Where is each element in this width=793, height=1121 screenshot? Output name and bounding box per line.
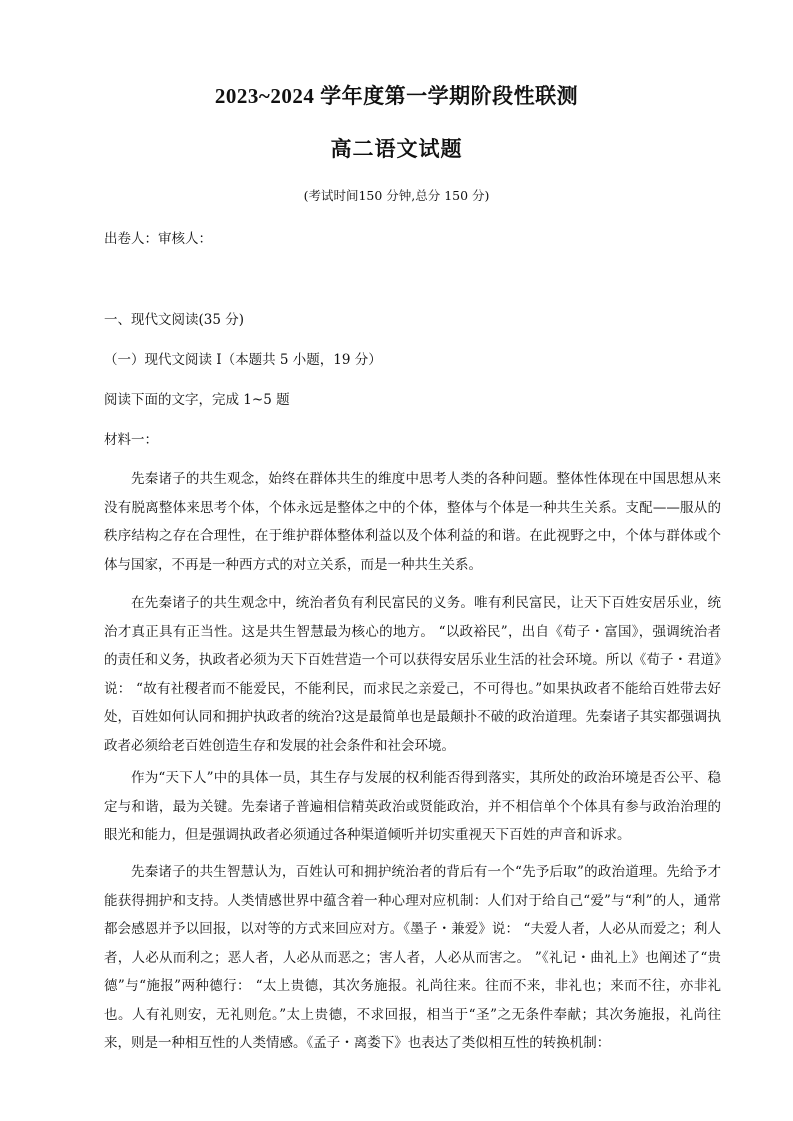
exam-time-note: (考试时间150 分钟,总分 150 分) (303, 188, 490, 203)
paragraph-text: 先秦诸子的共生观念，始终在群体共生的维度中思考人类的各种问题。整体性体现在中国思想从来没有脱离整体来思考个体，个体永远是整体之中的个体，整体与个体是一种共生关系。支配——服从的秩序结构之存在合理性，在于维护群体整体利益以及个体利益的和谐。在此视野之中，个体与群体或个体与国家，不再是一种西方式的对立关系，而是一种共生关系。 (104, 471, 721, 573)
section-heading: 一、现代文阅读(35 分) (104, 312, 245, 328)
exam-subtitle: 高二语文试题 (330, 137, 463, 161)
paragraph (104, 589, 721, 760)
authors-line: 出卷人：审核人： (104, 231, 212, 247)
reading-instruction: 阅读下面的文字，完成 1~5 题 (104, 392, 290, 408)
exam-title: 2023~2024 学年度第一学期阶段性联测 (214, 84, 579, 108)
material-label: 材料一： (104, 432, 158, 448)
paragraph (104, 764, 721, 850)
paragraph-text: 作为“天下人”中的具体一员，其生存与发展的权利能否得到落实，其所处的政治环境是否公平、稳定与和谐，最为关键。先秦诸子普遍相信精英政治或贤能政治，并不相信单个个体具有参与政治治理的眼光和能力，但是强调执政者必须通过各种渠道倾听并切实重视天下百姓的声音和诉求。 (104, 770, 721, 843)
sub-section-heading: （一）现代文阅读 I（本题共 5 小题，19 分） (104, 352, 382, 368)
paragraph (104, 858, 721, 1058)
paragraph-text: 先秦诸子的共生智慧认为，百姓认可和拥护统治者的背后有一个“先予后取”的政治道理。先给予才能获得拥护和支持。人类情感世界中蕴含着一种心理对应机制：人们对于给自己“爱”与“利”的人，通常都会感恩并予以回报，以对等的方式来回应对方。《墨子・兼爱》说： “夫爱人者，人必从而爱之；利人者，人必从而利之；恶人者，人必从而恶之；害人者，人必从而害之。 ”《礼记・曲礼上》也阐述了“贵德”与“施报”两种德行： “太上贵德，其次务施报。礼尚往来。往而不来，非礼也；来而不往，亦非礼也。人有礼则安，无礼则危。”太上贵德，不求回报，相当于“圣”之无条件奉献；其次务施报，礼尚往来，则是一种相互性的人类情感。《孟子・离娄下》也表达了类似相互性的转换机制： (104, 864, 721, 1051)
paragraph-text: 在先秦诸子的共生观念中，统治者负有利民富民的义务。唯有利民富民，让天下百姓安居乐业，统治才真正具有正当性。这是共生智慧最为核心的地方。 “以政裕民”，出自《荀子・富国》，强调统治者的责任和义务，执政者必须为天下百姓营造一个可以获得安居乐业生活的社会环境。所以《荀子・君道》说： “故有社稷者而不能爱民，不能利民，而求民之亲爱己，不可得也。”如果执政者不能给百姓带去好处，百姓如何认同和拥护执政者的统治?这是最简单也是最颠扑不破的政治道理。先秦诸子其实都强调执政者必须给老百姓创造生存和发展的社会条件和社会环境。 (104, 595, 721, 754)
paragraph (104, 465, 721, 579)
